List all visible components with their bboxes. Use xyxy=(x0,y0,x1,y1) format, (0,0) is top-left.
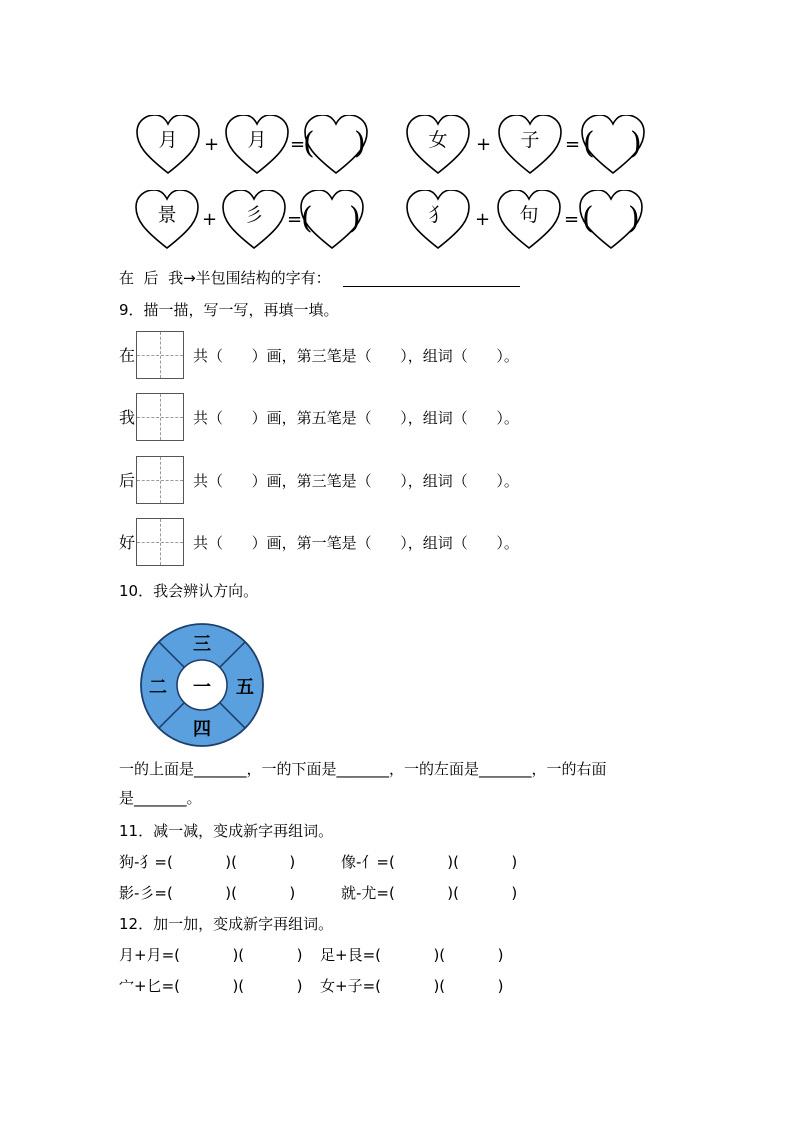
tian-grid-box[interactable] xyxy=(136,393,184,441)
paren-close: ) xyxy=(630,126,642,161)
heart-char: 子 xyxy=(520,129,540,151)
q9-row-2: 共（ ）画，第五笔是（ ），组词（ ）。 xyxy=(193,409,519,427)
heart-char: 月 xyxy=(158,129,178,151)
q12-row-1-right: 足+艮=( )( ) xyxy=(320,946,504,964)
structure-question: 在 后 我→半包围结构的字有： xyxy=(119,269,331,287)
heart-char: 犭 xyxy=(428,204,448,226)
equals-sign: = xyxy=(287,209,303,230)
heart-7 xyxy=(405,190,471,250)
direction-wheel xyxy=(139,622,265,748)
heart-char: 月 xyxy=(247,129,267,151)
q10-line-2: 是_______。 xyxy=(119,789,202,807)
q9-char-3: 后 xyxy=(119,471,136,490)
answer-line[interactable] xyxy=(343,286,520,287)
q9-char-1: 在 xyxy=(119,346,136,365)
wheel-center: 一 xyxy=(193,677,211,698)
paren-open: ( xyxy=(583,126,595,161)
plus-sign: + xyxy=(202,209,218,230)
q12-row-1-left: 月+月=( )( ) xyxy=(119,946,303,964)
heart-8 xyxy=(496,190,562,250)
paren-open: ( xyxy=(303,126,315,161)
heart-6 xyxy=(497,115,563,175)
q9-char-4: 好 xyxy=(119,533,136,552)
q9-title: 9．描一描，写一写，再填一填。 xyxy=(119,301,339,319)
q11-title: 11．减一减，变成新字再组词。 xyxy=(119,822,334,840)
plus-sign: + xyxy=(476,134,492,155)
q11-row-2-right: 就-尤=( )( ) xyxy=(341,884,518,902)
paren-close: ) xyxy=(628,201,640,236)
equals-sign: = xyxy=(290,134,306,155)
heart-char: 女 xyxy=(428,129,448,151)
q11-row-1-left: 狗-犭=( )( ) xyxy=(119,853,296,871)
heart-4 xyxy=(221,190,287,250)
wheel-right: 五 xyxy=(236,677,254,698)
q12-title: 12．加一加，变成新字再组词。 xyxy=(119,915,334,933)
paren-close: ) xyxy=(349,201,361,236)
tian-grid-box[interactable] xyxy=(136,518,184,566)
wheel-bottom: 四 xyxy=(193,719,211,740)
q12-row-2-right: 女+子=( )( ) xyxy=(320,977,504,995)
wheel-left: 二 xyxy=(149,677,167,698)
q11-row-2-left: 影-彡=( )( ) xyxy=(119,884,296,902)
q10-title: 10．我会辨认方向。 xyxy=(119,582,259,600)
heart-1 xyxy=(135,115,201,175)
tian-grid-box[interactable] xyxy=(136,331,184,379)
heart-char: 句 xyxy=(519,204,539,226)
q9-char-2: 我 xyxy=(119,408,136,427)
q10-line-1: 一的上面是_______，一的下面是_______，一的左面是_______，一的右面 xyxy=(119,760,607,778)
heart-3 xyxy=(134,190,200,250)
heart-char: 景 xyxy=(157,204,177,226)
wheel-top: 三 xyxy=(193,634,211,655)
equals-sign: = xyxy=(565,134,581,155)
tian-grid-box[interactable] xyxy=(136,456,184,504)
heart-char: 彡 xyxy=(244,204,264,226)
q9-row-1: 共（ ）画，第三笔是（ ），组词（ ）。 xyxy=(193,347,519,365)
equals-sign: = xyxy=(564,209,580,230)
paren-close: ) xyxy=(354,126,366,161)
q9-row-4: 共（ ）画，第一笔是（ ），组词（ ）。 xyxy=(193,534,519,552)
paren-open: ( xyxy=(582,201,594,236)
plus-sign: + xyxy=(204,134,220,155)
paren-open: ( xyxy=(301,201,313,236)
heart-5 xyxy=(405,115,471,175)
plus-sign: + xyxy=(475,209,491,230)
q11-row-1-right: 像-亻=( )( ) xyxy=(341,853,518,871)
q12-row-2-left: 宀+匕=( )( ) xyxy=(119,977,303,995)
heart-2 xyxy=(224,115,290,175)
q9-row-3: 共（ ）画，第三笔是（ ），组词（ ）。 xyxy=(193,472,519,490)
